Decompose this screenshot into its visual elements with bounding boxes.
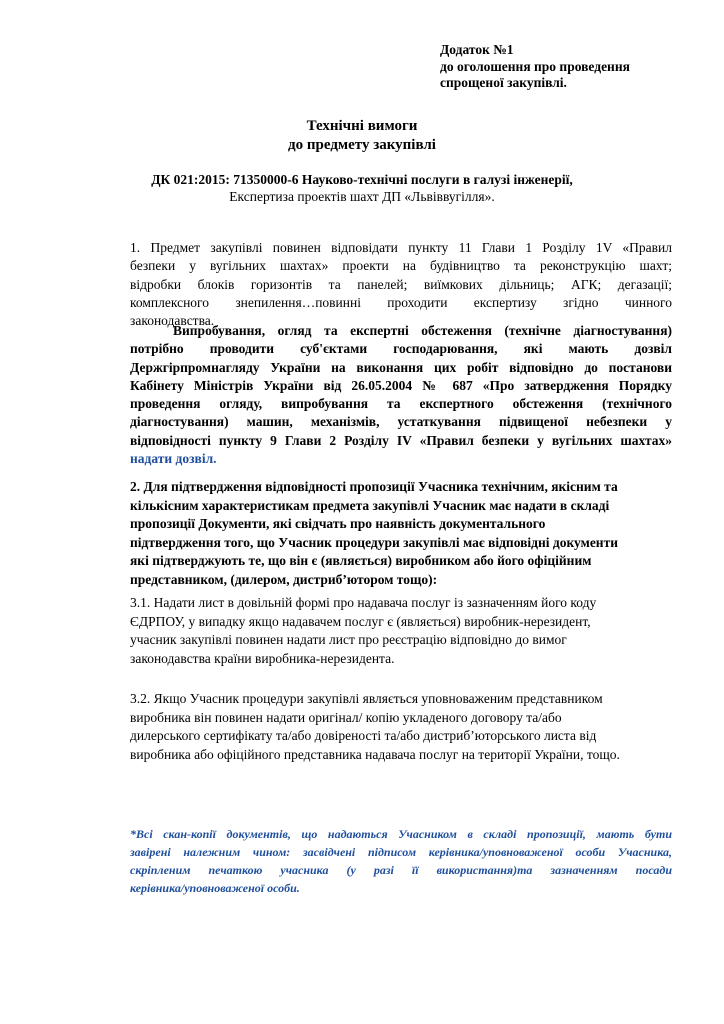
text-line: 3.2. Якщо Учасник процедури закупівлі являється уповноваженим представником (130, 691, 603, 706)
text-line: 2. Для підтвердження відповідності пропозиції Учасника технічним, якісним та (130, 479, 618, 494)
text-line: представником, (дилером, дистриб’ютором тощо): (130, 571, 438, 587)
section-3-1-paragraph (130, 594, 690, 668)
section-2-paragraph (130, 478, 690, 589)
text-line: ЄДРПОУ, у випадку якщо надавачем послуг є (являється) виробник-нерезидент, (130, 613, 591, 629)
text-line: Випробування, огляд та експертні обстеження (технічне діагностування) (173, 323, 672, 338)
text-line: завірені належним чином: засвідчені підписом керівника/уповноваженої особи Учасника, (130, 845, 672, 859)
text-line: проведення огляду, випробування та експертного обстеження (технічного (130, 396, 672, 412)
text-line: які підтверджують те, що він є (являється) виробником або його офіційним (130, 553, 592, 568)
footnote-scan-copies (130, 825, 672, 897)
permit-note: надати дозвіл. (130, 451, 217, 467)
appendix-line-2: до оголошення про проведення (440, 58, 630, 74)
section-3-2-paragraph (130, 690, 690, 764)
text-line: кількісним характеристикам предмета закупівлі Учасник має надати в складі (130, 497, 610, 513)
text-line: Кабінету Міністрів України від 26.05.2004 № 687 «Про затвердження Порядку (130, 377, 672, 393)
text-line: учасник закупівлі повинен надати лист про реєстрацію відповідно до вимог (130, 632, 567, 647)
document-subtitle: до предмету закупівлі (288, 137, 436, 153)
section-1-paragraph (130, 239, 672, 330)
text-line: 1. Предмет закупівлі повинен відповідати пункту 11 Глави 1 Розділу 1V «Правил (130, 240, 672, 255)
document-title: Технічні вимоги (306, 118, 418, 134)
text-line: потрібно проводити суб'єктами господарювання, які мають дозвіл (130, 341, 672, 357)
appendix-header (440, 42, 710, 92)
text-line: *Всі скан-копії документів, що надаються Учасником в складі пропозиції, мають бути (130, 827, 672, 841)
text-line: відробки блоків горизонтів та панелей; виїмкових дільниць; АГК; дегазації; (130, 276, 672, 292)
text-line: пропозиції Документи, які свідчать про наявність документального (130, 516, 546, 531)
subject-code-line: ДК 021:2015: 71350000-6 Науково-технічні послуги в галузі інженерії, (151, 172, 573, 187)
subject-description-line: Експертиза проектів шахт ДП «Львіввугілля». (229, 189, 495, 204)
text-line: діагностування) машин, механізмів, устаткування підвищеної небезпеки у (130, 414, 672, 430)
text-line: виробника або офіційного представника надавача послуг на території України, тощо. (130, 746, 620, 762)
text-line: законодавства. (130, 313, 215, 329)
text-line: відповідності пункту 9 Глави 2 Розділу IV «Правил безпеки у вугільних шахтах» (130, 432, 672, 448)
text-line: виробника він повинен надати оригінал/ копію укладеного договору та/або (130, 709, 562, 725)
text-line: Держгірпромнагляду України на виконання цих робіт відповідно до постанови (130, 359, 672, 375)
text-line: підтвердження того, що Учасник процедури закупівлі має відповідні документи (130, 534, 618, 550)
appendix-line-3: спрощеної закупівлі. (440, 75, 567, 90)
text-line: комплексного знепилення…повинні проходити експертизу згідно чинного (130, 294, 672, 310)
text-line: керівника/уповноваженої особи. (130, 881, 300, 895)
text-line: 3.1. Надати лист в довільній формі про надавача послуг із зазначенням його коду (130, 595, 597, 610)
text-line: безпеки у вугільних шахтах» проекти на будівництво та реконструкцію шахт; (130, 258, 672, 274)
text-line: законодавства країни виробника-нерезидента. (130, 650, 395, 666)
appendix-line-1: Додаток №1 (440, 42, 514, 57)
section-1-testing-paragraph (130, 322, 672, 468)
text-line: скріпленим печаткою учасника (у разі її використання)та зазначенням посади (130, 863, 672, 877)
text-line: дилерського сертифікату та/або довіреності та/або дистриб’юторського листа від (130, 728, 597, 743)
